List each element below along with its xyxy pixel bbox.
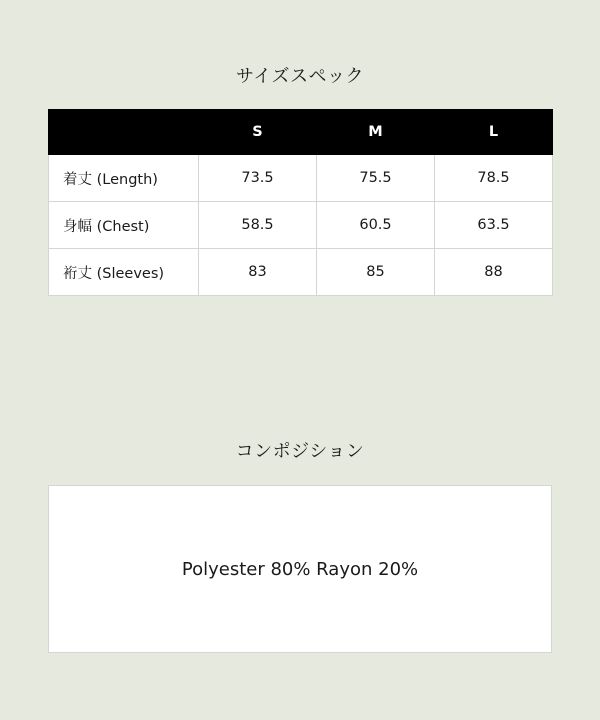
row-label-sleeves: 裄丈 (Sleeves) <box>49 249 199 296</box>
table-row <box>49 249 553 296</box>
column-header-l: L <box>435 110 553 155</box>
composition-text: Polyester 80% Rayon 20% <box>181 558 419 580</box>
cell-length-l: 78.5 <box>435 155 553 202</box>
size-spec-section <box>48 62 552 296</box>
row-label-chest: 身幅 (Chest) <box>49 202 199 249</box>
table-header-row <box>49 110 553 155</box>
table-row <box>49 155 553 202</box>
composition-title: コンポジション <box>235 441 365 462</box>
cell-chest-m: 60.5 <box>317 202 435 249</box>
composition-box <box>48 485 552 653</box>
column-header-s: S <box>199 110 317 155</box>
cell-sleeves-s: 83 <box>199 249 317 296</box>
cell-sleeves-l: 88 <box>435 249 553 296</box>
row-label-length: 着丈 (Length) <box>49 155 199 202</box>
cell-chest-l: 63.5 <box>435 202 553 249</box>
size-spec-table <box>48 109 553 296</box>
cell-length-m: 75.5 <box>317 155 435 202</box>
size-spec-table-head <box>49 110 553 155</box>
size-spec-table-body <box>49 155 553 296</box>
column-header-m: M <box>317 110 435 155</box>
composition-section <box>48 437 552 653</box>
size-spec-title: サイズスペック <box>235 66 365 87</box>
cell-length-s: 73.5 <box>199 155 317 202</box>
cell-chest-s: 58.5 <box>199 202 317 249</box>
cell-sleeves-m: 85 <box>317 249 435 296</box>
table-row <box>49 202 553 249</box>
column-header-blank <box>49 110 199 155</box>
